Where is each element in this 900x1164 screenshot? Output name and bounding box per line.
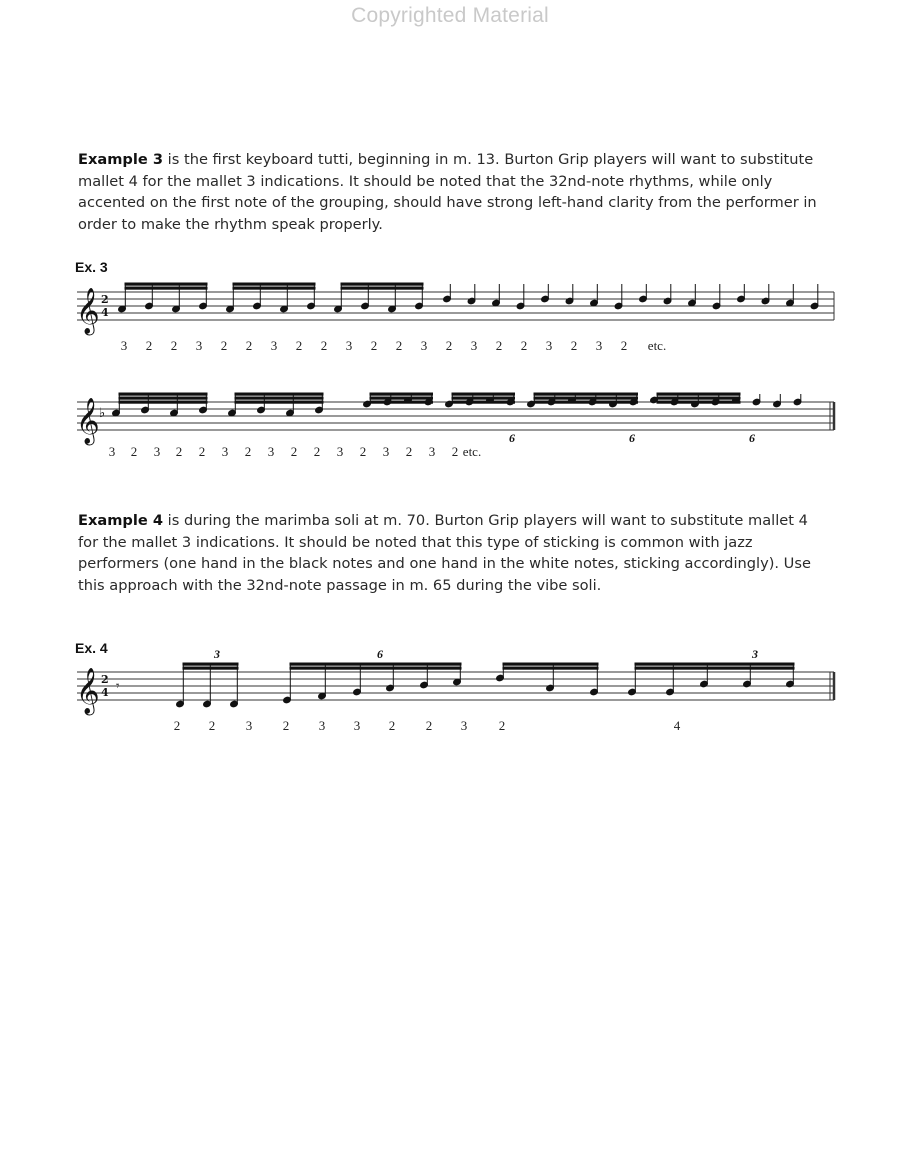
beam xyxy=(657,393,740,395)
sticking-number: 2 xyxy=(405,444,413,459)
sticking-number: 2 xyxy=(425,718,433,733)
sticking-number: 2 xyxy=(282,718,290,733)
beam xyxy=(119,401,207,403)
beam xyxy=(290,667,461,669)
sticking-number: 3 xyxy=(545,338,553,353)
example-3-paragraph xyxy=(78,149,830,235)
sticking-number: 2 xyxy=(245,338,253,353)
sticking-number: 3 xyxy=(153,444,161,459)
beam xyxy=(235,401,323,403)
sticking-number: 2 xyxy=(244,444,252,459)
beam xyxy=(534,397,638,399)
svg-text:4: 4 xyxy=(101,686,109,699)
sticking-number: 3 xyxy=(420,338,428,353)
tuplet-number: 6 xyxy=(749,431,755,445)
sticking-number: 3 xyxy=(221,444,229,459)
sticking-number: 3 xyxy=(470,338,478,353)
beam xyxy=(452,401,515,403)
sticking-number: 2 xyxy=(295,338,303,353)
sticking-number: 2 xyxy=(370,338,378,353)
tuplet-number: 6 xyxy=(377,647,383,661)
sticking-number: 2 xyxy=(175,444,183,459)
sticking-number: etc. xyxy=(647,338,667,353)
beam xyxy=(370,401,433,403)
tuplet-number: 6 xyxy=(509,431,515,445)
beam xyxy=(119,397,207,399)
sticking-number: 3 xyxy=(270,338,278,353)
beam xyxy=(503,663,598,665)
example-4-paragraph xyxy=(78,510,830,596)
sticking-number: 2 xyxy=(570,338,578,353)
sticking-number: 2 xyxy=(520,338,528,353)
sticking-number: 3 xyxy=(353,718,361,733)
sticking-number: 2 xyxy=(495,338,503,353)
sticking-number: 3 xyxy=(195,338,203,353)
sticking-number: 2 xyxy=(498,718,506,733)
sticking-number: etc. xyxy=(462,444,482,459)
beam xyxy=(235,397,323,399)
sticking-number: 2 xyxy=(395,338,403,353)
beam xyxy=(370,397,433,399)
svg-text:2: 2 xyxy=(101,293,109,306)
beam xyxy=(635,667,794,669)
sticking-number: 2 xyxy=(451,444,459,459)
beam xyxy=(125,283,207,285)
sticking-number: 2 xyxy=(173,718,181,733)
treble-clef-icon: 𝄞 xyxy=(76,668,100,714)
sticking-number: 2 xyxy=(290,444,298,459)
sticking-number: 3 xyxy=(382,444,390,459)
sticking-number: 3 xyxy=(595,338,603,353)
beam xyxy=(119,393,207,395)
sticking-number: 3 xyxy=(428,444,436,459)
svg-text:4: 4 xyxy=(101,306,109,319)
sticking-number: 3 xyxy=(460,718,468,733)
example-4-text: is during the marimba soli at m. 70. Burton Grip players will want to substitute mallet 4 for the mallet 3 indications. It should be noted that this type of sticking is common with jazz performers (one hand in the black notes and one hand in the white notes, sticking accordingly). Use this approach with the 32nd-note passage in m. 65 during the vibe soli. xyxy=(78,512,811,594)
beam xyxy=(290,663,461,665)
beam xyxy=(534,393,638,395)
tuplet-number: 6 xyxy=(629,431,635,445)
sticking-number: 3 xyxy=(245,718,253,733)
treble-clef-icon: 𝄞 xyxy=(76,398,100,444)
eighth-rest-icon: 𝄾 xyxy=(116,679,120,694)
sticking-number: 3 xyxy=(318,718,326,733)
sticking-number: 2 xyxy=(198,444,206,459)
sticking-number: 2 xyxy=(620,338,628,353)
sticking-number: 3 xyxy=(120,338,128,353)
beam xyxy=(452,397,515,399)
example-3-staff-1-notation xyxy=(72,270,842,360)
sticking-number: 2 xyxy=(220,338,228,353)
sticking-number: 3 xyxy=(345,338,353,353)
tuplet-number: 3 xyxy=(214,647,220,661)
beam xyxy=(233,287,315,289)
sticking-number: 3 xyxy=(108,444,116,459)
beam xyxy=(370,393,433,395)
sticking-numbers xyxy=(121,338,666,353)
sticking-number: 2 xyxy=(445,338,453,353)
example-3-text: is the first keyboard tutti, beginning in m. 13. Burton Grip players will want to substitute mallet 4 for the mallet 3 indications. It should be noted that the 32nd-note rhythms, while only accented on the first note of the grouping, should have strong left-hand clarity from the performer in order to make the rhythm speak properly. xyxy=(78,151,817,233)
example-3-staff-2-notation xyxy=(72,380,842,470)
sticking-number: 4 xyxy=(673,718,681,733)
sticking-number: 2 xyxy=(313,444,321,459)
beam xyxy=(341,283,423,285)
sticking-number: 2 xyxy=(145,338,153,353)
beam xyxy=(635,663,794,665)
sticking-number: 2 xyxy=(130,444,138,459)
sticking-number: 2 xyxy=(170,338,178,353)
copyright-watermark: Copyrighted Material xyxy=(351,4,549,27)
sticking-number: 2 xyxy=(388,718,396,733)
example-3-staff-1 xyxy=(72,270,842,360)
sticking-number: 2 xyxy=(208,718,216,733)
example-3-label: Ex. 3 xyxy=(75,259,108,275)
treble-clef-icon: 𝄞 xyxy=(76,288,100,334)
beam xyxy=(125,287,207,289)
example-4-label: Ex. 4 xyxy=(75,640,108,656)
beam xyxy=(183,663,238,665)
sticking-number: 3 xyxy=(336,444,344,459)
beam xyxy=(534,401,638,403)
beam xyxy=(452,393,515,395)
beam xyxy=(183,667,238,669)
beam xyxy=(233,283,315,285)
example-4-lead: Example 4 xyxy=(78,512,164,529)
tuplet-number: 3 xyxy=(752,647,758,661)
example-3-staff-2 xyxy=(72,380,842,470)
svg-text:♭: ♭ xyxy=(99,406,106,421)
sticking-number: 3 xyxy=(267,444,275,459)
example-3-lead: Example 3 xyxy=(78,151,164,168)
beam xyxy=(341,287,423,289)
beam xyxy=(657,401,740,403)
sticking-number: 2 xyxy=(320,338,328,353)
beam xyxy=(235,393,323,395)
beam xyxy=(657,397,740,399)
sticking-number: 2 xyxy=(359,444,367,459)
svg-text:2: 2 xyxy=(101,673,109,686)
beam xyxy=(503,667,598,669)
notes xyxy=(118,283,819,313)
